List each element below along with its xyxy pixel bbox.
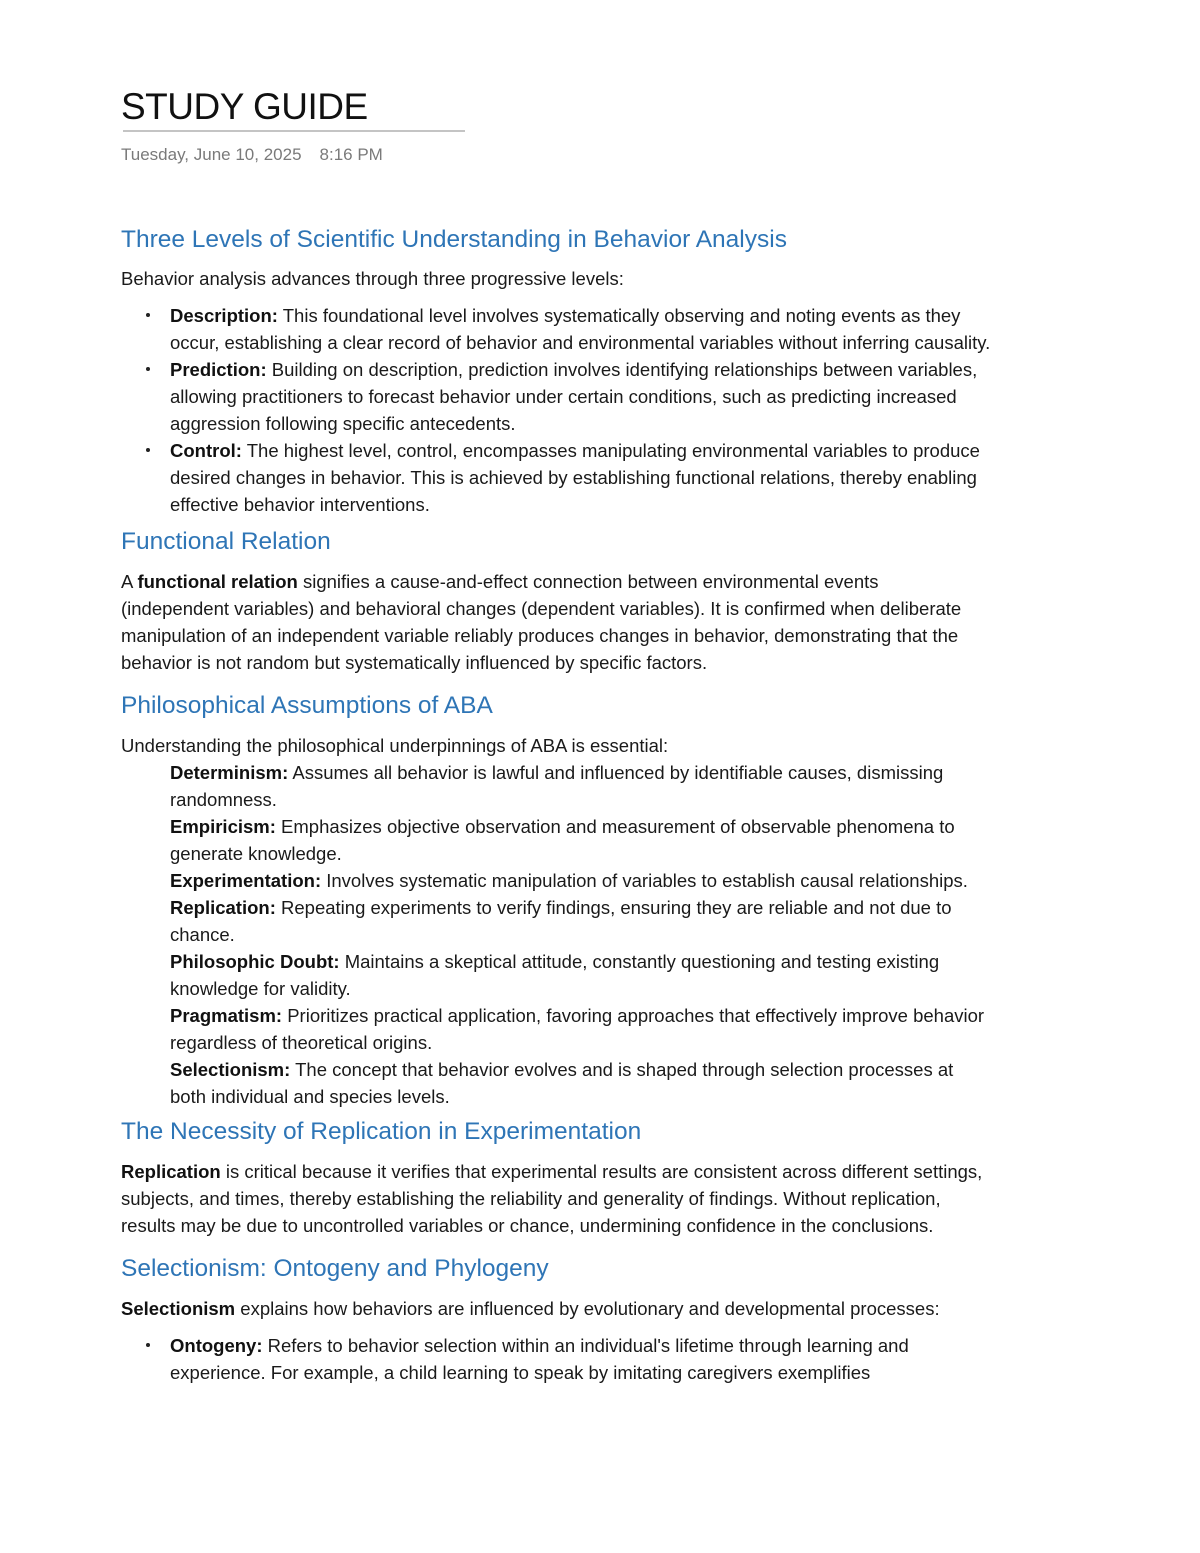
bullet-list <box>121 302 991 518</box>
section-heading: Three Levels of Scientific Understanding in Behavior Analysis <box>121 226 787 253</box>
item-term: Pragmatism: <box>170 1005 283 1026</box>
item-text: This foundational level involves systematically observing and noting events as they occur, establishing a clear record of behavior and environmental variables without inferring causality. <box>170 305 991 353</box>
section-paragraph <box>121 1295 991 1322</box>
list-item <box>170 1002 991 1056</box>
note-body <box>121 224 991 1386</box>
list-item <box>170 894 991 948</box>
section-heading: Philosophical Assumptions of ABA <box>121 692 493 719</box>
item-text: Building on description, prediction involves identifying relationships between variables, allowing practitioners to forecast behavior under certain conditions, such as predicting increased aggression following specific antecedents. <box>170 359 978 434</box>
bullet-list <box>121 1332 991 1386</box>
paragraph-text: is critical because it verifies that experimental results are consistent across different settings, subjects, and times, thereby establishing the reliability and generality of findings. Without replication, results may be due to uncontrolled variables or chance, undermining confidence in the conclusions. <box>121 1161 983 1236</box>
note-timestamp <box>121 145 383 165</box>
item-text: The concept that behavior evolves and is shaped through selection processes at both individual and species levels. <box>170 1059 954 1107</box>
list-item <box>170 867 991 894</box>
section-replication <box>121 1116 991 1239</box>
item-term: Determinism: <box>170 762 289 783</box>
note-date: Tuesday, June 10, 2025 <box>121 145 302 164</box>
section-heading: The Necessity of Replication in Experimentation <box>121 1118 642 1145</box>
page-title: STUDY GUIDE <box>121 86 368 127</box>
item-term: Philosophic Doubt: <box>170 951 340 972</box>
item-term: Empiricism: <box>170 816 276 837</box>
list-item <box>170 356 991 437</box>
item-term: Description: <box>170 305 278 326</box>
note-time: 8:16 PM <box>319 145 383 164</box>
item-term: Prediction: <box>170 359 267 380</box>
section-levels <box>121 224 991 518</box>
list-item <box>170 1332 991 1386</box>
section-functional-relation <box>121 526 991 676</box>
item-text: Maintains a skeptical attitude, constantly questioning and testing existing knowledge for validity. <box>170 951 940 999</box>
item-term: Control: <box>170 440 242 461</box>
section-intro: Understanding the philosophical underpinnings of ABA is essential: <box>121 735 669 756</box>
section-heading: Selectionism: Ontogeny and Phylogeny <box>121 1255 549 1282</box>
item-term: Ontogeny: <box>170 1335 263 1356</box>
list-item <box>170 302 991 356</box>
section-paragraph <box>121 568 991 676</box>
section-intro: Behavior analysis advances through three progressive levels: <box>121 268 624 289</box>
list-item <box>170 759 991 813</box>
section-paragraph <box>121 1158 991 1239</box>
item-text: Emphasizes objective observation and measurement of observable phenomena to generate knowledge. <box>170 816 955 864</box>
section-selectionism <box>121 1253 991 1386</box>
section-assumptions <box>121 690 991 1110</box>
item-term: Selectionism: <box>170 1059 291 1080</box>
assumption-list <box>121 759 991 1110</box>
item-text: Prioritizes practical application, favoring approaches that effectively improve behavior regardless of theoretical origins. <box>170 1005 985 1053</box>
item-text: Assumes all behavior is lawful and influenced by identifiable causes, dismissing randomness. <box>170 762 944 810</box>
list-item <box>170 813 991 867</box>
list-item <box>170 437 991 518</box>
item-term: Experimentation: <box>170 870 322 891</box>
paragraph-lead: A <box>121 571 138 592</box>
paragraph-text: explains how behaviors are influenced by evolutionary and developmental processes: <box>235 1298 940 1319</box>
item-text: The highest level, control, encompasses manipulating environmental variables to produce desired changes in behavior. This is achieved by establishing functional relations, thereby enabling effective behavior interventions. <box>170 440 980 515</box>
item-text: Involves systematic manipulation of variables to establish causal relationships. <box>321 870 968 891</box>
item-term: Replication: <box>170 897 276 918</box>
list-item <box>170 1056 991 1110</box>
item-text: Refers to behavior selection within an individual's lifetime through learning and experience. For example, a child learning to speak by imitating caregivers exemplifies <box>170 1335 909 1383</box>
paragraph-text: signifies a cause-and-effect connection between environmental events (independent variables) and behavioral changes (dependent variables). It is confirmed when deliberate manipulation of an independent variable reliably produces changes in behavior, demonstrating that the behavior is not random but systematically influenced by specific factors. <box>121 571 962 673</box>
list-item <box>170 948 991 1002</box>
section-heading: Functional Relation <box>121 528 331 555</box>
paragraph-term: Selectionism <box>121 1298 236 1319</box>
title-underline <box>123 130 465 132</box>
paragraph-term: Replication <box>121 1161 221 1182</box>
paragraph-term: functional relation <box>137 571 298 592</box>
item-text: Repeating experiments to verify findings, ensuring they are reliable and not due to chance. <box>170 897 952 945</box>
